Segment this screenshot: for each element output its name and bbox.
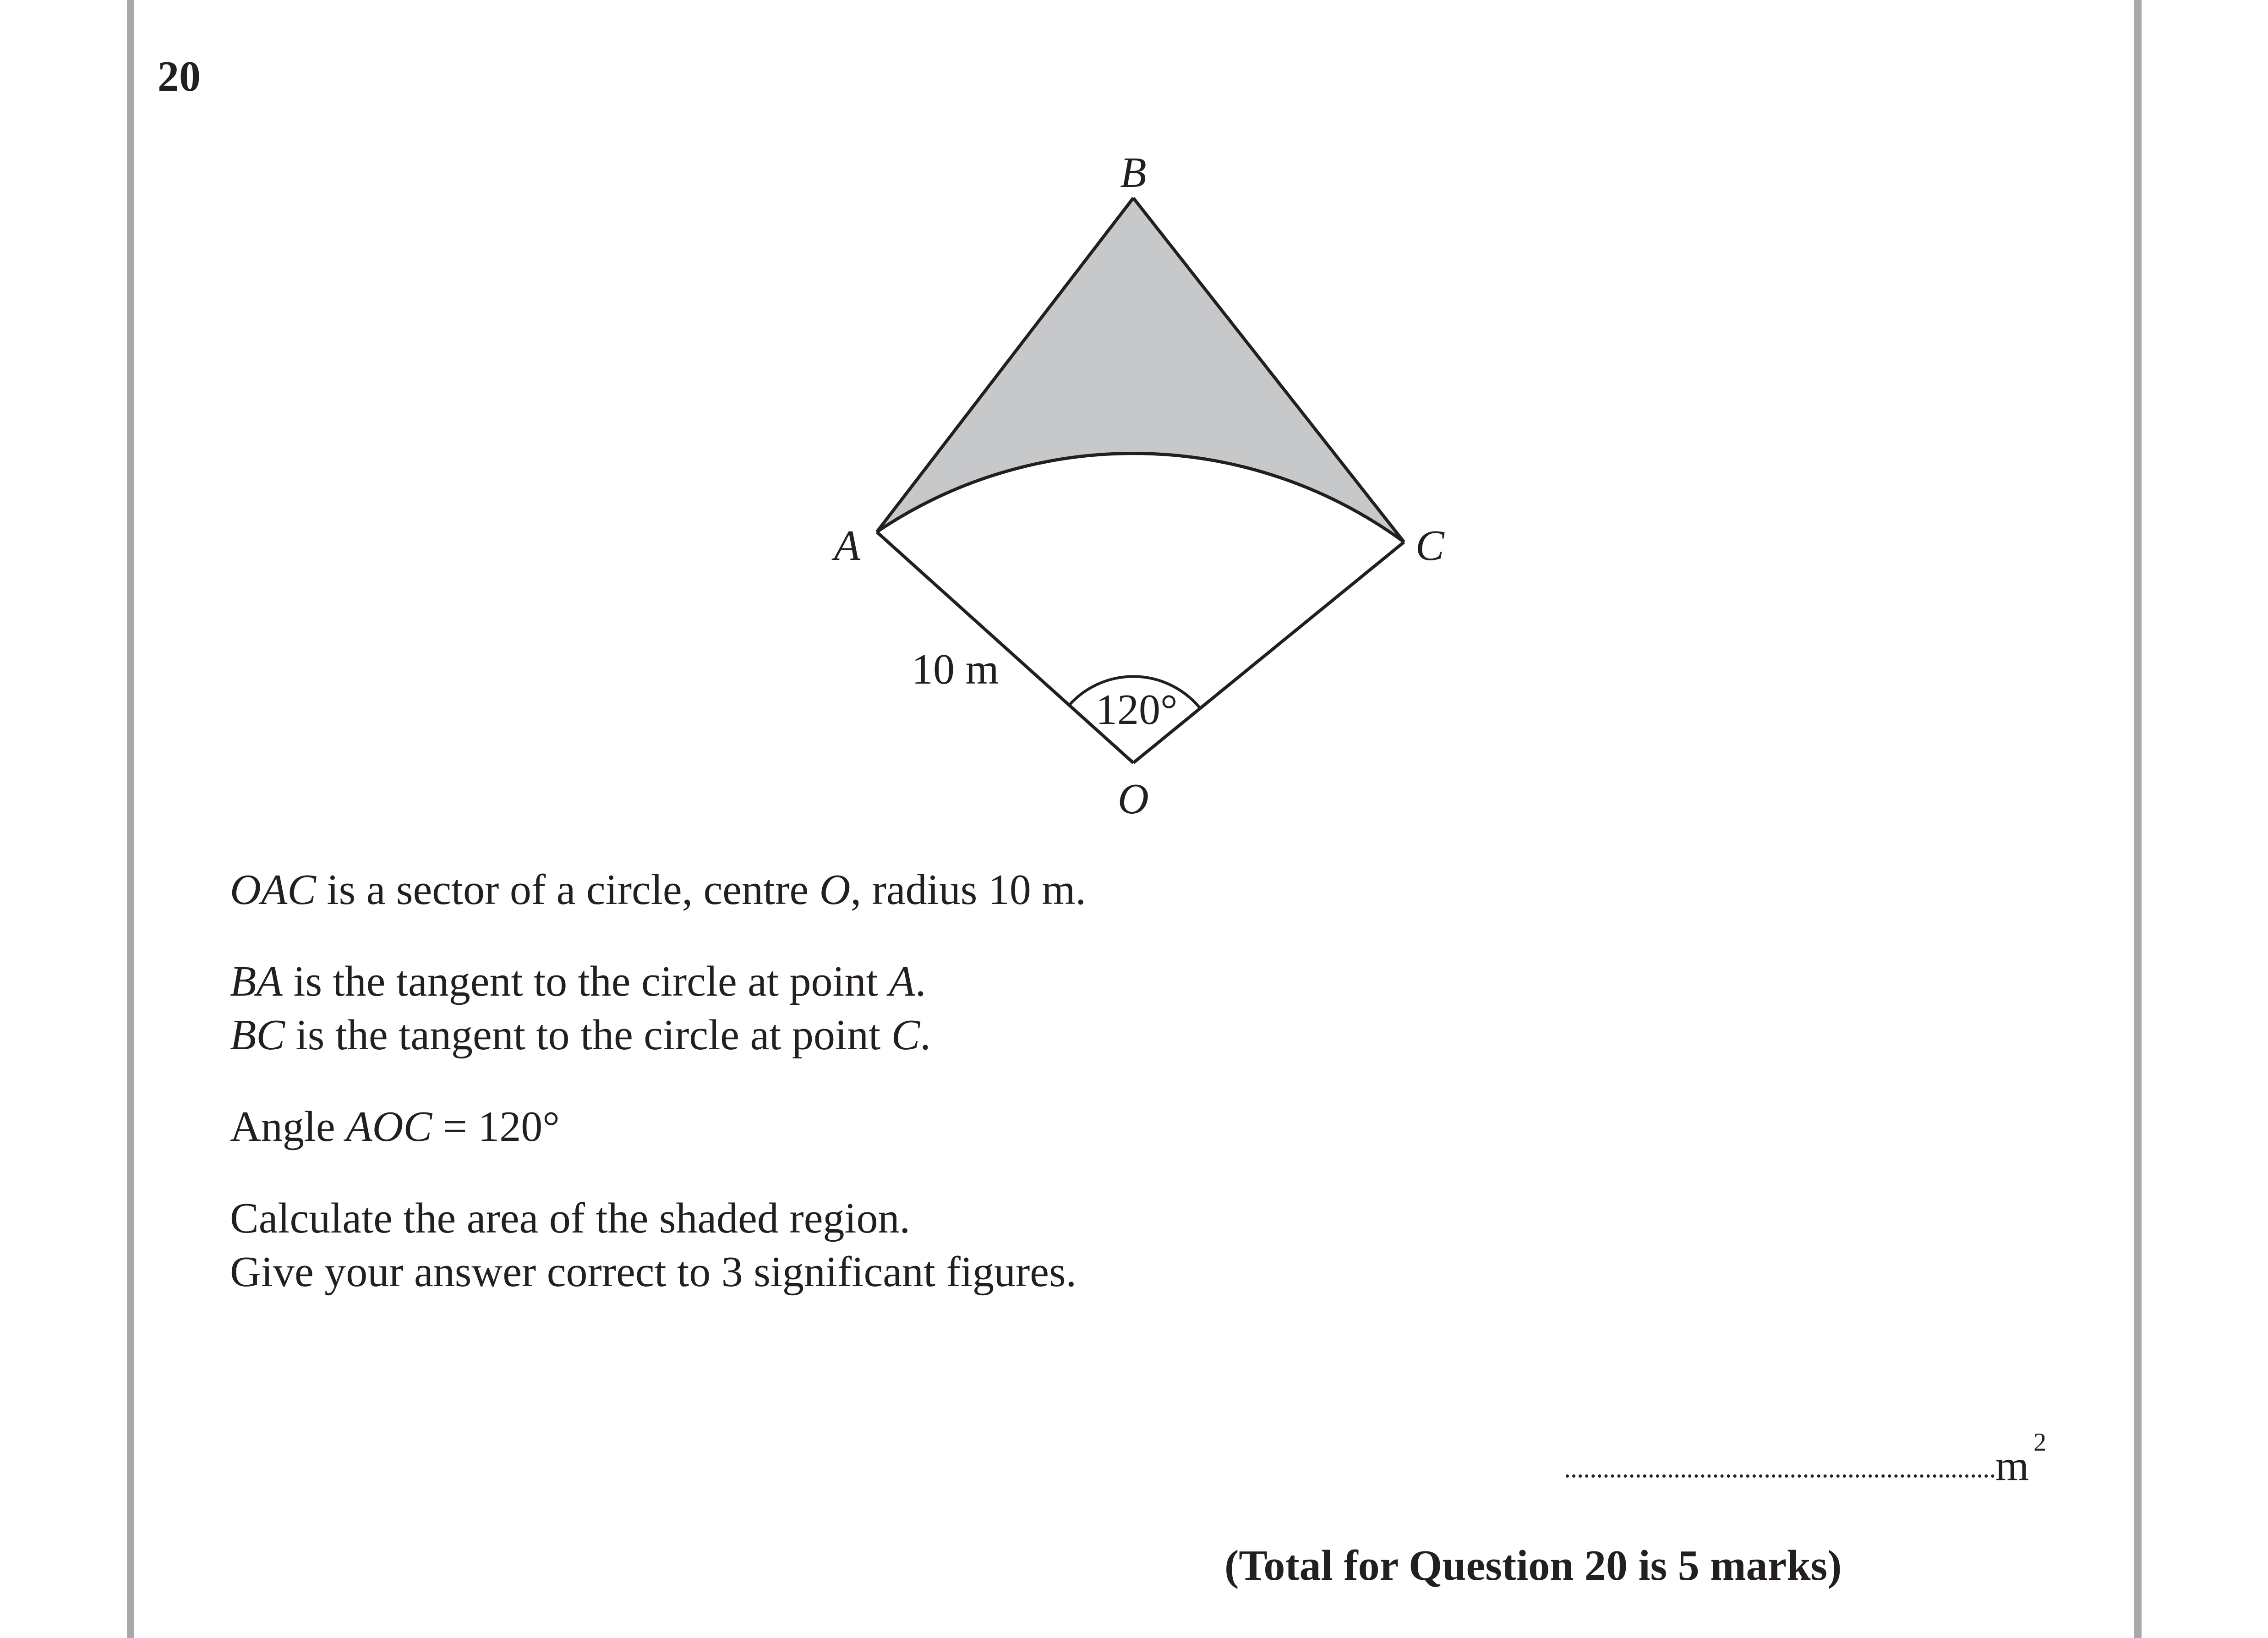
answer-line[interactable] (1566, 1474, 1995, 1478)
radius-label: 10 m (912, 646, 999, 693)
text-line-tangent-bc: BC is the tangent to the circle at point C. (230, 1011, 931, 1059)
text-line-instruction: Calculate the area of the shaded region. (230, 1194, 911, 1242)
label-o: O (1118, 775, 1149, 823)
question-number: 20 (158, 53, 201, 100)
angle-label: 120° (1096, 686, 1178, 734)
label-c: C (1415, 522, 1444, 570)
text-line-sector: OAC is a sector of a circle, centre O, radius 10 m. (230, 866, 1086, 914)
label-a: A (834, 522, 860, 570)
label-b: B (1120, 149, 1147, 197)
total-marks: (Total for Question 20 is 5 marks) (1224, 1542, 1842, 1589)
text-line-angle: Angle AOC = 120° (230, 1103, 560, 1150)
text-line-accuracy: Give your answer correct to 3 significant figures. (230, 1248, 1077, 1296)
answer-unit: m $^2$ (1995, 1428, 2047, 1490)
text-line-tangent-ba: BA is the tangent to the circle at point A. (230, 958, 926, 1005)
